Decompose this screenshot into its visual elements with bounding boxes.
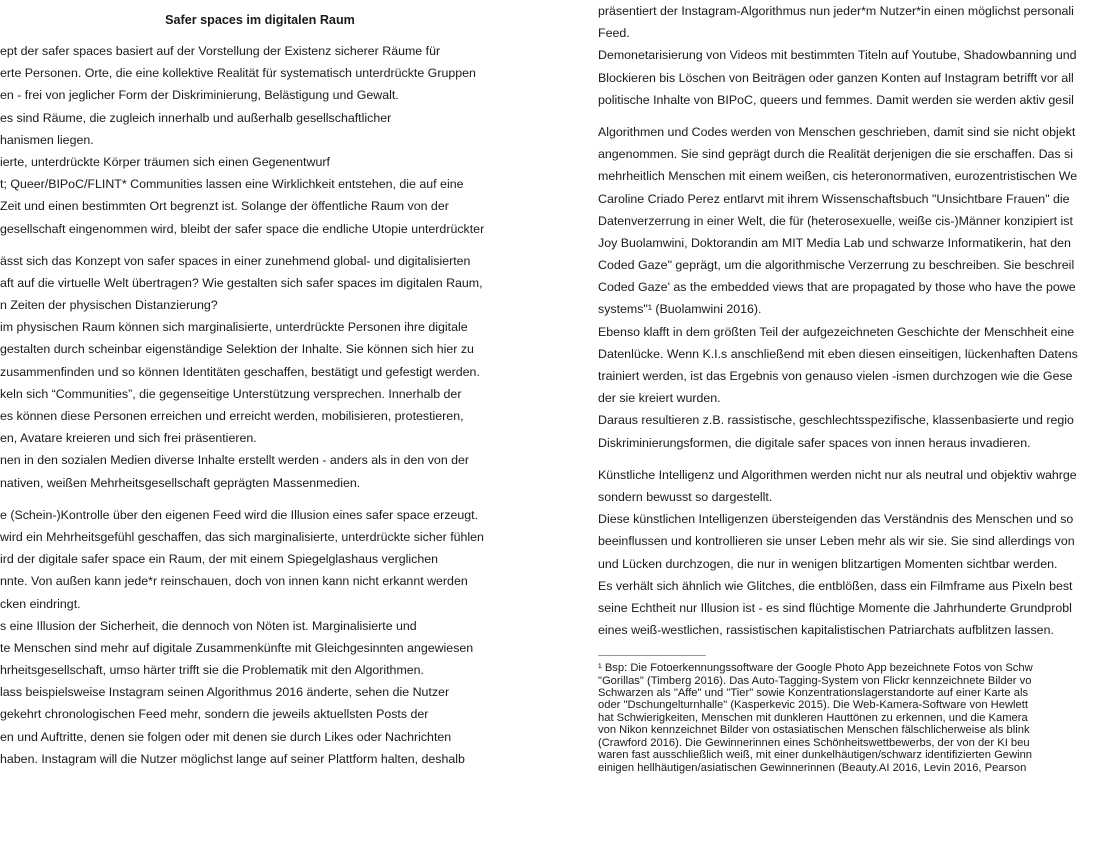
text-line: politische Inhalte von BIPoC, queers und femmes. Damit werden sie werden aktiv gesil <box>598 92 1074 107</box>
text-line: Coded Gaze' as the embedded views that are propagated by those who have the powe <box>598 280 1076 295</box>
text-line: nen in den sozialen Medien diverse Inhalte erstellt werden - anders als in den von der <box>0 453 470 468</box>
text-line: s eine Illusion der Sicherheit, die dennoch von Nöten ist. Marginalisierte und <box>0 618 417 633</box>
footnote-line: oder "Dschungelturnhalle" (Kasperkevic 2015). Die Web-Kamera-Software von Hewlett <box>598 699 1028 712</box>
text-line: gesellschaft eingenommen wird, bleibt der safer space die endliche Utopie unterdrückter <box>0 221 485 236</box>
text-line: angenommen. Sie sind geprägt durch die Realität derjenigen die sie erschaffen. Das si <box>598 147 1074 162</box>
paragraph-gap <box>0 494 520 504</box>
text-line: Blockieren bis Löschen von Beiträgen oder ganzen Konten auf Instagram betrifft vor all <box>598 70 1074 85</box>
text-line: en, Avatare kreieren und sich frei präsentieren. <box>0 431 257 446</box>
footnote-divider <box>598 655 706 656</box>
text-line: wird ein Mehrheitsgefühl geschaffen, das sich marginalisierte, unterdrückte sicher fühlen <box>0 529 484 544</box>
text-line: ept der safer spaces basiert auf der Vorstellung der Existenz sicherer Räume für <box>0 44 441 58</box>
text-line: gekehrt chronologischen Feed mehr, sondern die jeweils aktuellsten Posts der <box>0 707 429 722</box>
text-line: nativen, weißen Mehrheitsgesellschaft geprägten Massenmedien. <box>0 475 361 490</box>
left-page-body <box>0 40 520 770</box>
text-line: ierte, unterdrückte Körper träumen sich einen Gegenentwurf <box>0 154 330 169</box>
text-line: te Menschen sind mehr auf digitale Zusammenkünfte mit Gleichgesinnten angewiesen <box>0 640 474 655</box>
text-line: lass beispielsweise Instagram seinen Algorithmus 2016 änderte, sehen die Nutzer <box>0 685 450 700</box>
text-line: Caroline Criado Perez entlarvt mit ihrem Wissenschaftsbuch "Unsichtbare Frauen" die <box>598 191 1070 206</box>
text-line: Datenlücke. Wenn K.I.s anschließend mit eben diesen einseitigen, lückenhaften Datens <box>598 346 1078 361</box>
text-line: erte Personen. Orte, die eine kollektive Realität für systematisch unterdrückte Gruppen <box>0 66 476 81</box>
text-line: aft auf die virtuelle Welt übertragen? Wie gestalten sich safer spaces im digitalen Raum, <box>0 275 483 290</box>
footnote-line: "Gorillas" (Timberg 2016). Das Auto-Tagging-System von Flickr kennzeichnete Bilder vo <box>598 674 1032 687</box>
text-line: e (Schein-)Kontrolle über den eigenen Feed wird die Illusion eines safer space erzeugt. <box>0 507 479 522</box>
text-line: en - frei von jeglicher Form der Diskriminierung, Belästigung und Gewalt. <box>0 88 399 103</box>
text-line: Joy Buolamwini, Doktorandin am MIT Media Lab und schwarze Informatikerin, hat den <box>598 235 1071 250</box>
text-line: im physischen Raum können sich marginalisierte, unterdrückte Personen ihre digitale <box>0 320 468 335</box>
paragraph <box>0 504 520 770</box>
paragraph <box>0 250 520 494</box>
text-line: es sind Räume, die zugleich innerhalb und außerhalb gesellschaftlicher <box>0 110 392 125</box>
text-line: nnte. Von außen kann jede*r reinschauen, doch von innen kann nicht erkannt werden <box>0 574 468 589</box>
text-line: trainiert werden, ist das Ergebnis von genauso vielen -ismen durchzogen wie die Gese <box>598 369 1073 383</box>
text-line: zusammenfinden und so können Identitäten geschaffen, bestätigt und gefestigt werden. <box>0 364 480 379</box>
text-line: Diskriminierungsformen, die digitale safer spaces von innen heraus invadieren. <box>598 435 1031 450</box>
text-line: gestalten durch scheinbar eigenständige Selektion der Inhalte. Sie können sich hier zu <box>0 342 474 357</box>
paragraph <box>0 40 520 240</box>
text-line: Daraus resultieren z.B. rassistische, geschlechtsspezifische, klassenbasierte und regio <box>598 413 1074 428</box>
text-line: beeinflussen und kontrollieren sie unser Leben mehr als wir sie. Sie sind allerdings von <box>598 534 1075 549</box>
text-line: cken eindringt. <box>0 596 81 611</box>
text-line: keln sich “Communities”, die gegenseitige Unterstützung versprechen. Innerhalb der <box>0 386 462 401</box>
text-line: präsentiert der Instagram-Algorithmus nun jeder*m Nutzer*in einen möglichst personali <box>598 4 1074 18</box>
text-line: Künstliche Intelligenz und Algorithmen werden nicht nur als neutral und objektiv wahrge <box>598 467 1077 482</box>
paragraph <box>598 0 1100 111</box>
text-line: der sie kreiert wurden. <box>598 391 721 406</box>
footnote-line: waren fast ausschließlich weiß, mit einer dunkelhäutigen/schwarz identifizierten Gewinn <box>598 749 1033 762</box>
footnote-line: Schwarzen als "Affe" und "Tier" sowie Konzentrationslagerstandorte auf einer Karte als <box>598 687 1029 700</box>
paragraph <box>598 464 1100 642</box>
text-line: t; Queer/BIPoC/FLINT* Communities lassen eine Wirklichkeit entstehen, die auf eine <box>0 177 464 192</box>
footnote-line: einigen hellhäutigen/asiatischen Gewinnerinnen (Beauty.AI 2016, Levin 2016, Pearson <box>598 761 1027 774</box>
footnote-line: von Nikon kennzeichnet Bilder von ostasiatischen Menschen fälschlicherweise als blink <box>598 724 1030 737</box>
text-line: haben. Instagram will die Nutzer möglichst lange auf seiner Plattform halten, deshalb <box>0 751 465 766</box>
right-page-body <box>598 0 1100 641</box>
text-line: Ebenso klafft in dem größten Teil der aufgezeichneten Geschichte der Menschheit eine <box>598 324 1075 339</box>
text-line: n Zeiten der physischen Distanzierung? <box>0 298 218 313</box>
text-line: mehrheitlich Menschen mit einem weißen, cis heteronormativen, eurozentristischen We <box>598 169 1078 184</box>
text-line: Algorithmen und Codes werden von Menschen geschrieben, damit sind sie nicht objekt <box>598 124 1076 139</box>
paragraph-gap <box>0 240 520 250</box>
text-line: Diese künstlichen Intelligenzen übersteigenden das Verständnis des Menschen und so <box>598 512 1074 527</box>
text-line: sondern bewusst so dargestellt. <box>598 489 773 504</box>
text-line: eines weiß-westlichen, rassistischen kapitalistischen Patriarchats aufblitzen lassen. <box>598 623 1054 638</box>
text-line: ird der digitale safer space ein Raum, der mit einem Spiegelglashaus verglichen <box>0 552 439 567</box>
paragraph <box>598 121 1100 454</box>
left-page <box>0 0 520 861</box>
text-line: Coded Gaze" geprägt, um die algorithmische Verzerrung zu beschreiben. Sie beschreil <box>598 258 1075 273</box>
text-line: systems"¹ (Buolamwini 2016). <box>598 302 762 317</box>
text-line: Demonetarisierung von Videos mit bestimmten Titeln auf Youtube, Shadowbanning und <box>598 48 1077 63</box>
page-title: Safer spaces im digitalen Raum <box>165 13 355 27</box>
text-line: es können diese Personen erreichen und erreicht werden, mobilisieren, protestieren, <box>0 409 464 423</box>
footnote <box>598 662 1100 774</box>
paragraph-gap <box>598 454 1100 464</box>
text-line: ässt sich das Konzept von safer spaces in einer zunehmend global- und digitalisierten <box>0 253 471 268</box>
text-line: Datenverzerrung in einer Welt, die für (heterosexuelle, weiße cis-)Männer konzipiert ist <box>598 213 1073 228</box>
text-line: Zeit und einen bestimmten Ort begrenzt ist. Solange der öffentliche Raum von der <box>0 199 449 214</box>
footnote-line: hat Schwierigkeiten, Menschen mit dunkleren Hauttönen zu erkennen, und die Kamera <box>598 711 1028 724</box>
right-page <box>598 0 1100 861</box>
text-line: und Lücken durchzogen, die nur in wenigen blitzartigen Momenten sichtbar werden. <box>598 556 1058 571</box>
paragraph-gap <box>598 111 1100 121</box>
text-line: hanismen liegen. <box>0 132 94 147</box>
text-line: seine Echtheit nur Illusion ist - es sind flüchtige Momente die Jahrhunderte Grundprobl <box>598 600 1072 615</box>
footnote-line: ¹ Bsp: Die Fotoerkennungssoftware der Google Photo App bezeichnete Fotos von Schw <box>598 662 1033 675</box>
text-line: hrheitsgesellschaft, umso härter trifft sie die Problematik mit den Algorithmen. <box>0 663 424 678</box>
text-line: Feed. <box>598 26 630 41</box>
text-line: en und Auftritte, denen sie folgen oder mit denen sie durch Likes oder Nachrichten <box>0 729 452 744</box>
text-line: Es verhält sich ähnlich wie Glitches, die entblößen, dass ein Filmframe aus Pixeln best <box>598 578 1073 593</box>
footnote-line: (Crawford 2016). Die Gewinnerinnen eines Schönheitswettbewerbs, der von der KI beu <box>598 736 1030 749</box>
